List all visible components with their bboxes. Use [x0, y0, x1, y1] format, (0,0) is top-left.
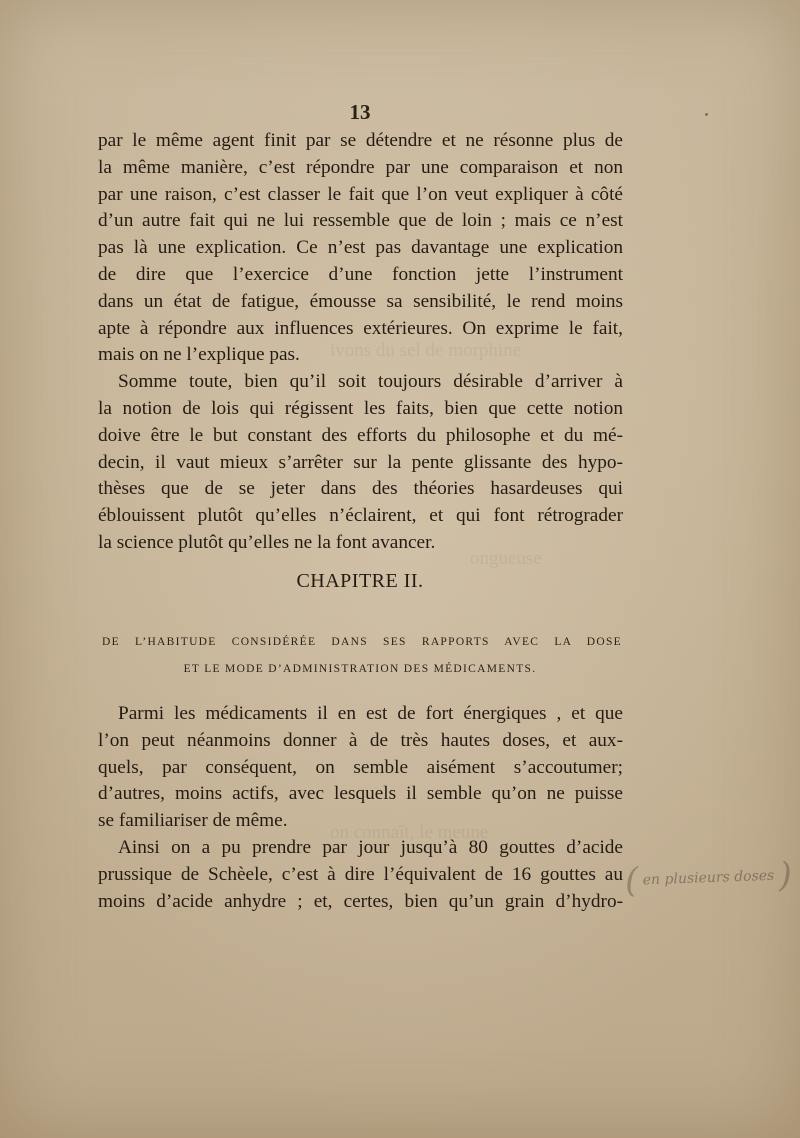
- text-line: mais on ne l’explique pas.: [98, 344, 300, 366]
- show-through-text: ongueuse: [470, 548, 542, 569]
- text-line: de dire que l’exercice d’une fonction jette l’instrument: [98, 263, 623, 285]
- text-line: d’un autre fait qui ne lui ressemble que de loin ; mais ce n’est: [98, 210, 623, 232]
- text-line: moins d’acide anhydre ; et, certes, bien qu’un grain d’hydro-: [98, 890, 623, 912]
- text-line: d’autres, moins actifs, avec lesquels il semble qu’on ne puisse: [98, 783, 623, 805]
- text-line: prussique de Schèele, c’est à dire l’équivalent de 16 gouttes au: [98, 863, 623, 885]
- show-through-text: on connaît, le meune: [330, 822, 489, 843]
- page-number: 13: [349, 100, 371, 124]
- text-line: thèses que de se jeter dans des théories hasardeuses qui: [98, 478, 623, 500]
- text-line: decin, il vaut mieux s’arrêter sur la pente glissante des hypo-: [98, 451, 623, 473]
- text-line: doive être le but constant des efforts du philosophe et du mé-: [98, 424, 623, 446]
- text-line: Ainsi on a pu prendre par jour jusqu’à 80 gouttes d’acide: [118, 836, 623, 858]
- chapter-title: CHAPITRE II.: [296, 570, 424, 592]
- text-line: apte à répondre aux influences extérieures. On exprime le fait,: [98, 317, 623, 339]
- text-line: dans un état de fatigue, émousse sa sensibilité, le rend moins: [98, 290, 623, 312]
- body-text-bottom: [98, 701, 623, 915]
- chapter-subtitle: ET LE MODE D’ADMINISTRATION DES MÉDICAMENTS.: [183, 663, 537, 675]
- text-line: se familiariser de même.: [98, 810, 288, 832]
- text-line: l’on peut néanmoins donner à de très hautes doses, et aux-: [98, 729, 623, 751]
- text-line: la même manière, c’est répondre par une comparaison et non: [98, 156, 623, 178]
- handwritten-margin-note: [624, 855, 795, 901]
- text-line: quels, par conséquent, on semble aisément s’accoutumer;: [98, 756, 623, 778]
- show-through-text: ivons du sel de morphine: [330, 340, 522, 361]
- body-text-top: [98, 128, 623, 557]
- text-line: éblouissent plutôt qu’elles n’éclairent, et qui font rétrograder: [98, 505, 623, 527]
- text-line: la science plutôt qu’elles ne la font avancer.: [98, 531, 436, 553]
- text-line: par une raison, c’est classer le fait que l’on veut expliquer à côté: [98, 183, 623, 205]
- text-line: Somme toute, bien qu’il soit toujours désirable d’arriver à: [118, 371, 623, 393]
- chapter-subtitle: DE L’HABITUDE CONSIDÉRÉE DANS SES RAPPORTS AVEC LA DOSE: [102, 636, 622, 648]
- bracket-close: ): [777, 855, 793, 896]
- text-line: pas là une explication. Ce n’est pas davantage une explication: [98, 237, 623, 259]
- bracket-open: (: [624, 860, 640, 901]
- text-line: Parmi les médicaments il en est de fort énergiques , et que: [118, 703, 623, 724]
- text-line: la notion de lois qui régissent les faits, bien que cette notion: [98, 397, 623, 419]
- text-line: par le même agent finit par se détendre et ne résonne plus de: [98, 130, 623, 151]
- margin-note-text: en plusieurs doses: [642, 867, 775, 889]
